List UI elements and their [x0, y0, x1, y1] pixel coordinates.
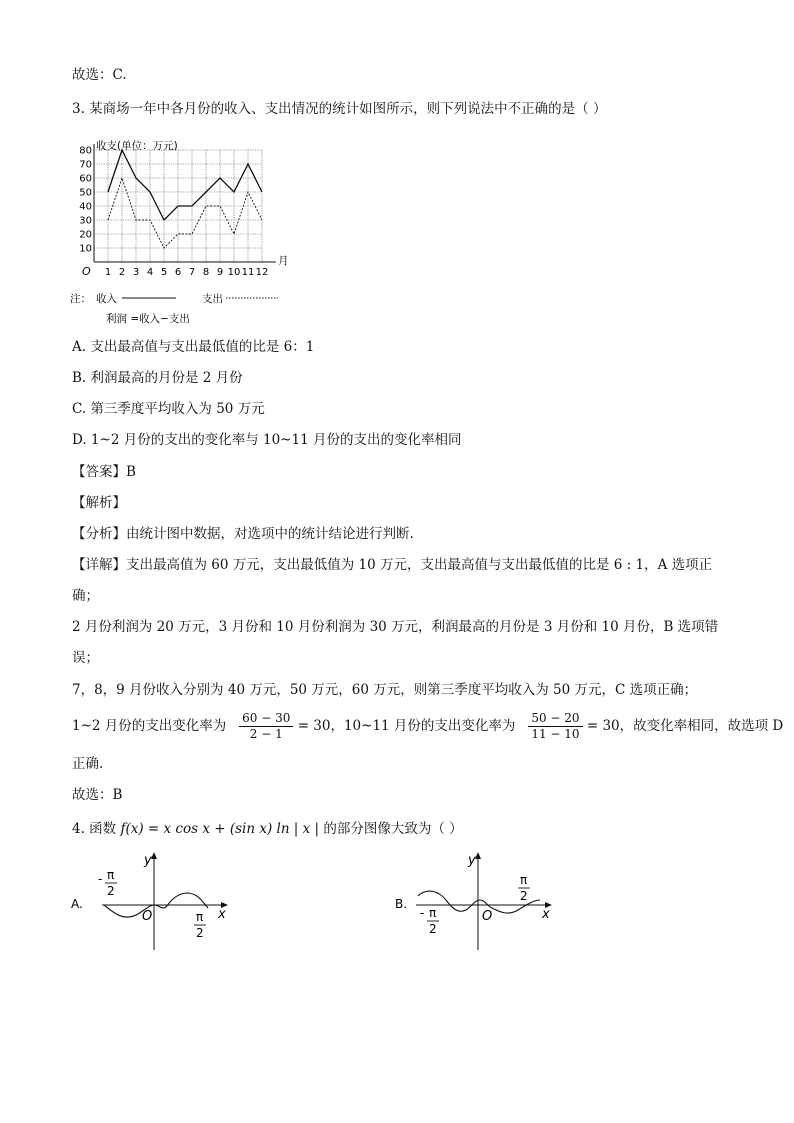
fraction-2-num: 50 − 20	[528, 711, 582, 727]
graph-option-a	[66, 850, 246, 954]
x-tick-label: 9	[216, 267, 224, 278]
option-b: B. 利润最高的月份是 2 月份	[72, 370, 243, 386]
graph-b-label: B.	[395, 897, 408, 911]
xiangjie-text: 支出最高值为 60 万元，支出最低值为 10 万元，支出最高值与支出最低值的比是 6 : 1，A 选项正	[126, 557, 713, 573]
series-expense-line	[108, 178, 262, 248]
x-tick-label: 12	[255, 267, 269, 278]
analysis-tag: 【解析】	[72, 495, 126, 511]
q4-formula: f(x) = x cos x + (sin x) ln | x |	[120, 821, 320, 837]
graph-a-neg-two: 2	[107, 884, 115, 898]
fraction-2	[528, 711, 582, 742]
xiangjie-line-2: 确；	[72, 588, 99, 604]
x-tick-label: 10	[227, 267, 241, 278]
graph-b-pos-pi: π	[520, 873, 528, 887]
graph-a-y-arrow	[151, 852, 157, 859]
fenxi-line	[72, 525, 414, 543]
graph-a-label: A.	[71, 897, 83, 911]
answer-tag: 【答案】	[72, 464, 126, 480]
fraction-1-den: 2 − 1	[249, 727, 283, 741]
d-explain	[72, 710, 783, 742]
legend-expense-label: 支出	[202, 293, 223, 305]
y-tick-label: 50	[79, 187, 92, 199]
graph-b-neg-two: 2	[429, 922, 437, 936]
graph-a-x-label: x	[218, 907, 226, 922]
x-tick-label: 8	[202, 267, 210, 278]
xiangjie-line	[72, 556, 712, 574]
xiangjie-tag: 【详解】	[72, 557, 126, 573]
chart-legend	[66, 286, 306, 328]
x-tick-label: 3	[132, 267, 140, 278]
legend-profit-note: 利润 =收入−支出	[106, 313, 190, 325]
x-axis-label: 月	[278, 255, 289, 267]
x-tick-label: 7	[188, 267, 196, 278]
option-a: A. 支出最高值与支出最低值的比是 6：1	[72, 339, 315, 355]
d-pre: 1~2 月份的支出变化率为	[72, 718, 227, 734]
y-tick-label: 30	[79, 215, 92, 227]
b-explain-1: 2 月份利润为 20 万元，3 月份和 10 月份利润为 30 万元，利润最高的月份是 3 月份和 10 月份，B 选项错	[72, 619, 719, 635]
c-explain: 7，8，9 月份收入分别为 40 万元，50 万元，60 万元，则第三季度平均收入为 50 万元，C 选项正确；	[72, 682, 698, 698]
y-tick-label: 40	[79, 201, 92, 213]
graph-b-origin: O	[482, 909, 493, 924]
y-tick-label: 10	[79, 243, 92, 255]
graph-b-y-arrow	[475, 852, 481, 859]
x-tick-label: 5	[160, 267, 168, 278]
fraction-1	[239, 711, 293, 742]
d-explain-2: 正确.	[72, 756, 104, 772]
d-mid: ，10~11 月份的支出变化率为	[330, 718, 516, 734]
fraction-1-result: = 30	[297, 718, 331, 734]
graph-a-y-label: y	[144, 853, 152, 868]
question-3: 3. 某商场一年中各月份的收入、支出情况的统计如图所示，则下列说法中不正确的是（ ）	[72, 101, 607, 117]
question-4	[72, 820, 463, 838]
fraction-1-num: 60 − 30	[239, 711, 293, 727]
graph-b-x-label: x	[542, 907, 550, 922]
chart-title: 收支(单位：万元)	[96, 140, 178, 152]
x-tick-label: 6	[174, 267, 182, 278]
x-tick-label: 11	[241, 267, 255, 278]
x-tick-label: 4	[146, 267, 154, 278]
y-tick-label: 20	[79, 229, 92, 241]
graph-b-neg-pi: π	[429, 906, 437, 920]
fenxi-tag: 【分析】	[72, 526, 126, 542]
graph-b-y-label: y	[468, 853, 476, 868]
x-tick-label: 1	[104, 267, 112, 278]
text-line: 故选：C.	[72, 67, 127, 83]
chart-origin-label: O	[82, 265, 91, 278]
graph-option-b	[390, 850, 570, 954]
graph-a-origin: O	[142, 909, 153, 924]
y-tick-label: 80	[79, 145, 92, 157]
graph-b-pos-two: 2	[520, 889, 528, 903]
graph-a-pos-two: 2	[196, 926, 204, 940]
fraction-2-result: = 30	[586, 718, 620, 734]
x-tick-label: 2	[118, 267, 126, 278]
final-answer: 故选：B	[72, 787, 123, 803]
graph-b-neg-sign: -	[420, 906, 425, 920]
graph-a-neg-pi: π	[107, 868, 115, 882]
d-post: ，故变化率相同，故选项 D	[619, 718, 784, 734]
answer-value: B	[126, 464, 136, 480]
graph-a-neg-sign: -	[98, 872, 103, 886]
option-c: C. 第三季度平均收入为 50 万元	[72, 401, 265, 417]
b-explain-2: 误；	[72, 650, 99, 666]
q4-post: 的部分图像大致为（ ）	[323, 821, 463, 837]
legend-income-label: 收入	[96, 293, 117, 305]
series-income-line	[108, 150, 262, 220]
y-tick-label: 60	[79, 173, 92, 185]
fenxi-text: 由统计图中数据，对选项中的统计结论进行判断.	[126, 526, 414, 542]
option-d: D. 1~2 月份的支出的变化率与 10~11 月份的支出的变化率相同	[72, 432, 462, 448]
answer-line	[72, 463, 136, 481]
legend-note-prefix: 注：	[70, 293, 91, 305]
fraction-2-den: 11 − 10	[531, 727, 580, 741]
graph-a-pos-pi: π	[196, 910, 204, 924]
y-tick-label: 70	[79, 159, 92, 171]
q4-pre: 4. 函数	[72, 821, 117, 837]
